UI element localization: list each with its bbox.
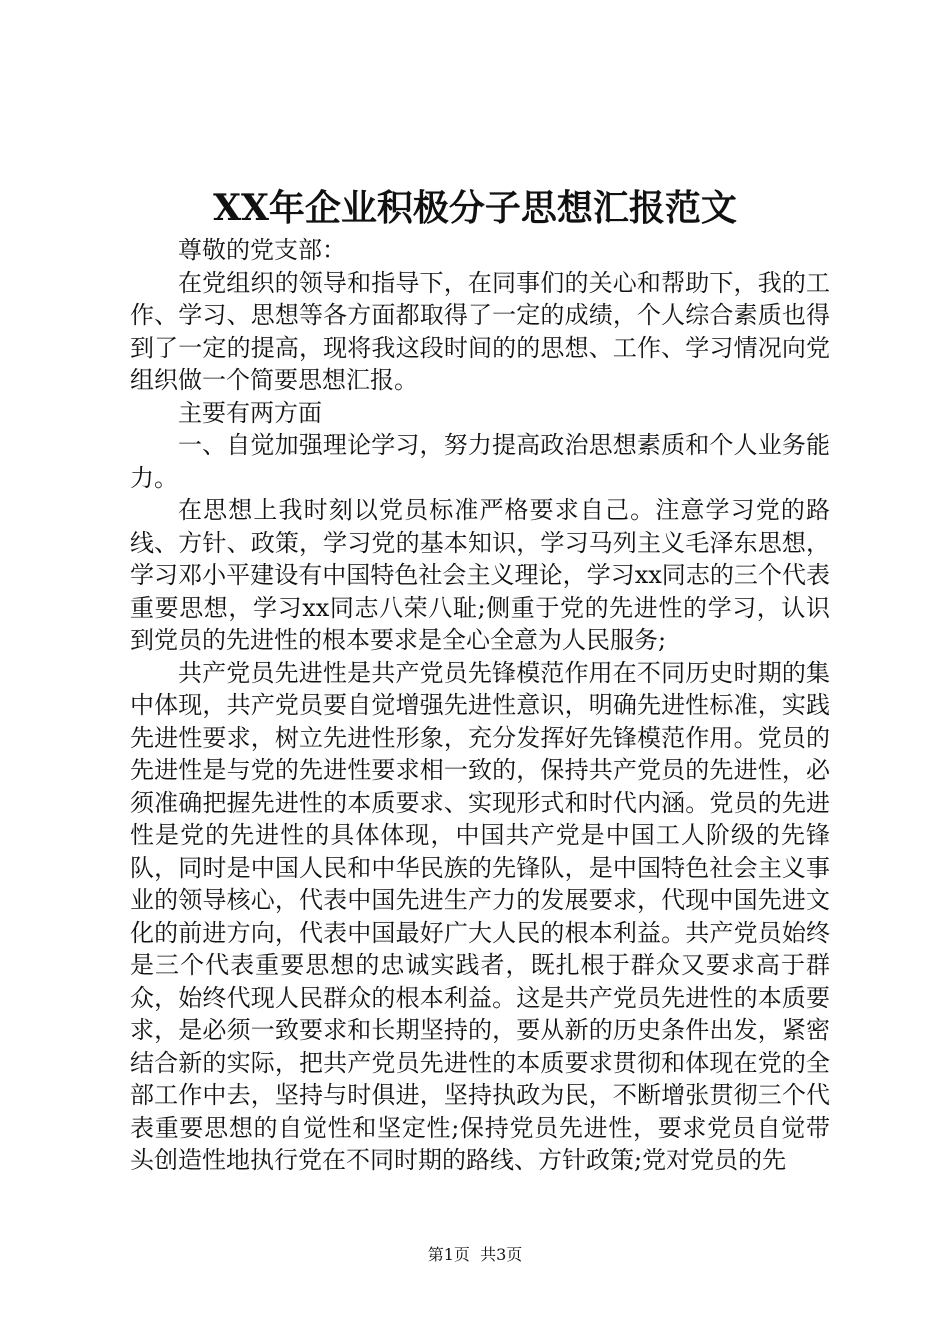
document-body: [130, 234, 830, 1177]
salutation: 尊敬的党支部：: [178, 236, 346, 264]
paragraph-advanced-nature: 共产党员先进性是共产党员先锋模范作用在不同历史时期的集中体现，共产党员要自觉增强先进性意识，明确先进性标准，实践先进性要求，树立先进性形象，充分发挥好先锋模范作用。党员的先进性是与党的先进性要求相一致的，保持共产党员的先进性，必须准确把握先进性的本质要求、实现形式和时代内涵。党员的先进性是党的先进性的具体体现，中国共产党是中国工人阶级的先锋队，同时是中国人民和中华民族的先锋队，是中国特色社会主义事业的领导核心，代表中国先进生产力的发展要求，代现中国先进文化的前进方向，代表中国最好广大人民的根本利益。共产党员始终是三个代表重要思想的忠诚实践者，既扎根于群众又要求高于群众，始终代现人民群众的根本利益。这是共产党员先进性的本质要求，是必须一致要求和长期坚持的，要从新的历史条件出发，紧密结合新的实际，把共产党员先进性的本质要求贯彻和体现在党的全部工作中去，坚持与时俱进，坚持执政为民，不断增张贯彻三个代表重要思想的自觉性和坚定性;保持党员先进性，要求党员自觉带头创造性地执行党在不同时期的路线、方针政策;党对党员的先: [130, 658, 830, 1174]
paragraph-overview: 主要有两方面: [178, 398, 322, 427]
page-number-footer: 第1页 共3页: [427, 1245, 523, 1264]
paragraph-intro: 在党组织的领导和指导下，在同事们的关心和帮助下，我的工作、学习、思想等各方面都取得了一定的成绩，个人综合素质也得到了一定的提高，现将我这段时间的的思想、工作、学习情况向党组织做一个简要思想汇报。: [130, 268, 830, 394]
section-heading-1: 一、自觉加强理论学习，努力提高政治思想素质和个人业务能力。: [130, 431, 830, 492]
document-title: XX年企业积极分子思想汇报范文: [213, 187, 737, 229]
paragraph-study: 在思想上我时刻以党员标准严格要求自己。注意学习党的路线、方针、政策，学习党的基本知识，学习马列主义毛泽东思想，学习邓小平建设有中国特色社会主义理论，学习xx同志的三个代表重要思想，学习xx同志八荣八耻;侧重于党的先进性的学习，认识到党员的先进性的根本要求是全心全意为人民服务;: [130, 496, 830, 654]
